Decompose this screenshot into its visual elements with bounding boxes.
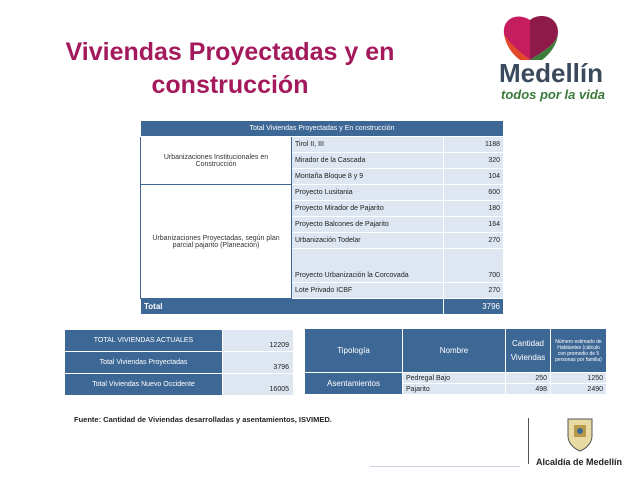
- page-title: [40, 36, 420, 102]
- row-name: Mirador de la Cascada: [292, 153, 444, 169]
- row-value: 180: [444, 201, 504, 217]
- row-value: 164: [444, 217, 504, 233]
- row-value: 270: [444, 233, 504, 249]
- summary-table: [64, 329, 294, 396]
- total-value: 3796: [444, 299, 504, 315]
- asentamientos-table: [304, 328, 607, 395]
- row-value: 104: [444, 169, 504, 185]
- header-habitantes: Número estimado de Habitantes (cálculo con promedio de 5 personas por familia): [551, 329, 607, 373]
- summary-label: Total Viviendas Nuevo Occidente: [65, 374, 223, 396]
- table-row: [65, 330, 294, 352]
- row-value: 1188: [444, 137, 504, 153]
- summary-label: TOTAL VIVIENDAS ACTUALES: [65, 330, 223, 352]
- table-row: [141, 137, 504, 153]
- row-value: 320: [444, 153, 504, 169]
- logo-wordmark: Medellín: [498, 58, 603, 88]
- summary-label: Total Viviendas Proyectadas: [65, 352, 223, 374]
- summary-value: 12209: [223, 330, 294, 352]
- page-title-line1: Viviendas Proyectadas y en: [65, 38, 395, 66]
- row-value: 600: [444, 185, 504, 201]
- viviendas-table-header: Total Viviendas Proyectadas y En construcción: [141, 121, 504, 137]
- header-tipologia: Tipología: [305, 329, 403, 373]
- row-nombre: Pajarito: [403, 384, 506, 395]
- table-row: [65, 374, 294, 396]
- total-label: Total: [141, 299, 444, 315]
- alcaldia-label: Alcaldía de Medellín: [536, 457, 623, 467]
- row-name: Proyecto Balcones de Pajarito: [292, 217, 444, 233]
- logo-tagline: todos por la vida: [500, 87, 605, 102]
- row-value: 270: [444, 283, 504, 299]
- row-name: Proyecto Urbanización la Corcovada: [292, 249, 444, 283]
- row-name: Proyecto Lusitania: [292, 185, 444, 201]
- row-name: Urbanización Todelar: [292, 233, 444, 249]
- table-row: [65, 352, 294, 374]
- group-label: Urbanizaciones Proyectadas, según plan parcial pajarito (Planeación): [141, 185, 292, 299]
- row-habitantes: 2490: [551, 384, 607, 395]
- total-row: [141, 299, 504, 315]
- header-cantidad-line2: Viviendas: [510, 352, 546, 362]
- header-nombre: Nombre: [403, 329, 506, 373]
- table-row: [141, 185, 504, 201]
- footer-divider: [370, 466, 520, 467]
- header-cantidad-line1: Cantidad: [511, 338, 545, 348]
- coat-of-arms-icon: [565, 416, 595, 452]
- row-name: Lote Privado ICBF: [292, 283, 444, 299]
- viviendas-table: [140, 120, 504, 315]
- row-cantidad: 250: [506, 373, 551, 384]
- row-name: Tirol II, III: [292, 137, 444, 153]
- footer-vertical-divider: [528, 418, 529, 464]
- row-nombre: Pedregal Bajo: [403, 373, 506, 384]
- page-title-line2: construcción: [151, 71, 309, 99]
- summary-value: 16005: [223, 374, 294, 396]
- table-header-row: [305, 329, 607, 373]
- row-name: Montaña Bloque 8 y 9: [292, 169, 444, 185]
- header-cantidad: [506, 329, 551, 373]
- row-value: 700: [444, 249, 504, 283]
- row-cantidad: 498: [506, 384, 551, 395]
- row-habitantes: 1250: [551, 373, 607, 384]
- group-label: Asentamientos: [305, 373, 403, 395]
- summary-value: 3796: [223, 352, 294, 374]
- group-label: Urbanizaciones Institucionales en Construcción: [141, 137, 292, 185]
- source-note: Fuente: Cantidad de Viviendas desarrolladas y asentamientos, ISVIMED.: [74, 415, 332, 424]
- table-row: [305, 373, 607, 384]
- row-name: Proyecto Mirador de Pajarito: [292, 201, 444, 217]
